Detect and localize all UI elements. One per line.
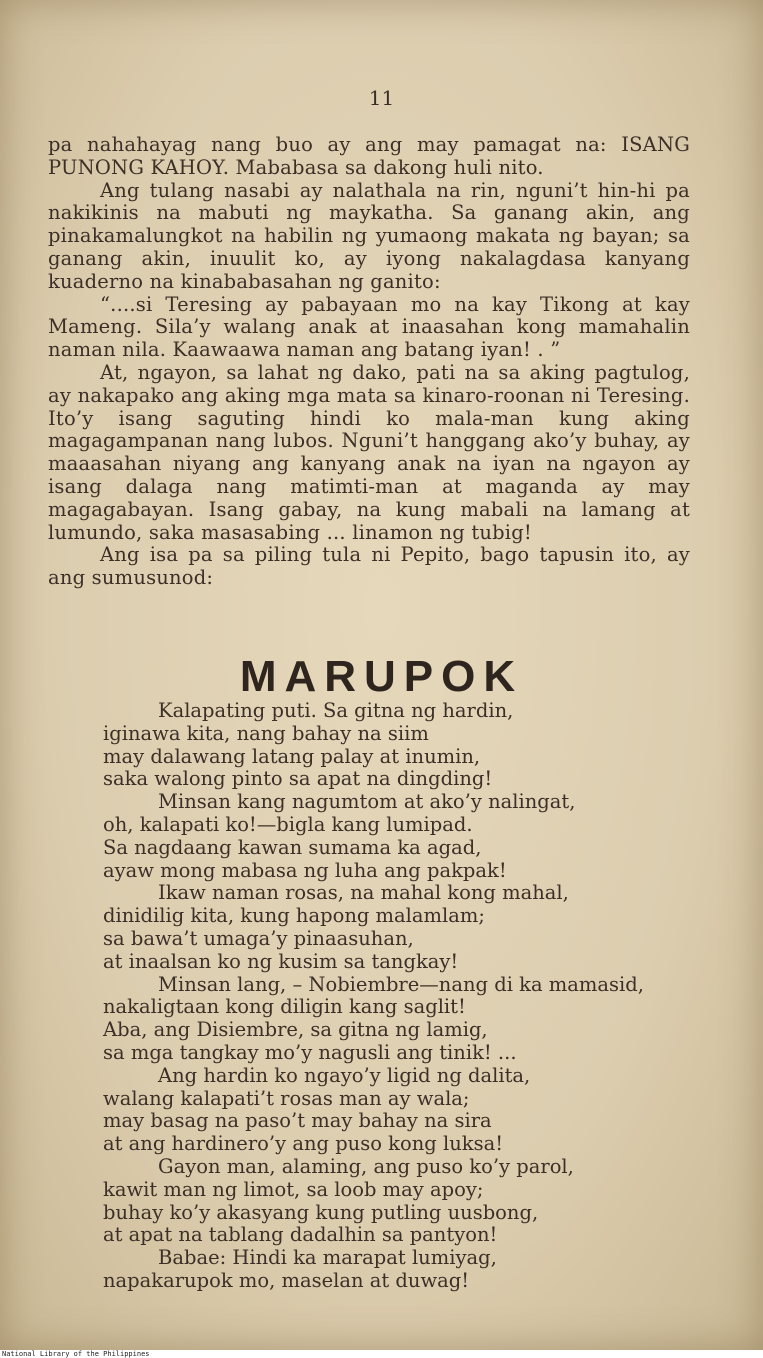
poem-line: Kalapating puti. Sa gitna ng hardin,: [158, 699, 514, 722]
poem-line: Minsan lang, – Nobiembre—nang di ka mamasid,: [158, 972, 644, 996]
paragraph: pa nahahayag nang buo ay ang may pamagat na: ISANG PUNONG KAHOY. Mababasa sa dakong huli nito.: [48, 133, 690, 179]
poem-line: may dalawang latang palay at inumin,: [103, 744, 481, 768]
poem-line: sa bawa’t umaga’y pinaasuhan,: [103, 926, 414, 950]
poem-line: Ikaw naman rosas, na mahal kong mahal,: [158, 881, 569, 905]
poem-line: dinidilig kita, kung hapong malamlam;: [103, 904, 485, 928]
paragraph: “....si Teresing ay pabayaan mo na kay Tikong at kay Mameng. Sila’y walang anak at inaasahan kong mamahalin naman nila. Kaawaawa naman ang batang iyan! . ”: [48, 292, 690, 362]
poem-line: Ang hardin ko ngayo’y ligid ng dalita,: [158, 1063, 531, 1087]
poem-line: walang kalapati’t rosas man ay wala;: [103, 1086, 470, 1110]
poem-line: Minsan kang nagumtom at ako’y nalingat,: [158, 790, 576, 814]
poem-line: napakarupok mo, maselan at duwag!: [103, 1268, 470, 1292]
poem-line: iginawa kita, nang bahay na siim: [103, 721, 429, 745]
prose-body: [48, 134, 690, 590]
poem-line: Gayon man, alaming, ang puso ko’y parol,: [158, 1154, 574, 1178]
poem-line: Sa nagdaang kawan sumama ka agad,: [103, 835, 482, 859]
poem-body: [103, 700, 723, 1293]
paragraph: Ang tulang nasabi ay nalathala na rin, nguni’t hin-hi pa nakikinis na mabuti ng maykatha. Sa ganang akin, ang pinakamalungkot na habilin ng yumaong makata ng bayan; sa ganang akin, inuulit ko, ay iyong nakalagdasa kanyang kuaderno na kinababasahan ng ganito:: [48, 178, 690, 293]
page-number: 11: [368, 86, 395, 110]
library-credit: National Library of the Philippines: [0, 1350, 763, 1358]
paragraph: At, ngayon, sa lahat ng dako, pati na sa aking pagtulog, ay nakapako ang aking mga mata sa kinaro-roonan ni Teresing. Ito’y isang saguting hindi ko mala-man kung aking magagampanan nang lubos. Nguni’t hanggang ako’y buhay, ay maaasahan niyang ang kanyang anak na iyan na ngayon ay isang dalaga nang matimti-man at maganda ay may magagabayan. Isang gabay, na kung mabali na lamang at lumundo, saka masasabing ... linamon ng tubig!: [48, 360, 690, 544]
poem-line: ayaw mong mabasa ng luha ang pakpak!: [103, 858, 507, 882]
poem-line: sa mga tangkay mo’y nagusli ang tinik! ...: [103, 1040, 517, 1064]
poem-title: MARUPOK: [239, 652, 524, 701]
poem-line: may basag na paso’t may bahay na sira: [103, 1109, 492, 1133]
poem-line: at ang hardinero’y ang puso kong luksa!: [103, 1132, 504, 1156]
poem-line: nakaligtaan kong diligin kang saglit!: [103, 995, 466, 1019]
poem-line: saka walong pinto sa apat na dingding!: [103, 767, 493, 791]
poem-line: at apat na tablang dadalhin sa pantyon!: [103, 1223, 498, 1247]
poem-line: at inaalsan ko ng kusim sa tangkay!: [103, 949, 459, 973]
poem-line: Babae: Hindi ka marapat lumiyag,: [158, 1246, 497, 1270]
poem-line: kawit man ng limot, sa loob may apoy;: [103, 1177, 484, 1201]
poem-line: oh, kalapati ko!—bigla kang lumipad.: [103, 812, 473, 836]
paragraph: Ang isa pa sa piling tula ni Pepito, bago tapusin ito, ay ang sumusunod:: [48, 543, 690, 590]
poem-line: Aba, ang Disiembre, sa gitna ng lamig,: [103, 1018, 488, 1042]
poem-line: buhay ko’y akasyang kung putling uusbong,: [103, 1200, 539, 1224]
